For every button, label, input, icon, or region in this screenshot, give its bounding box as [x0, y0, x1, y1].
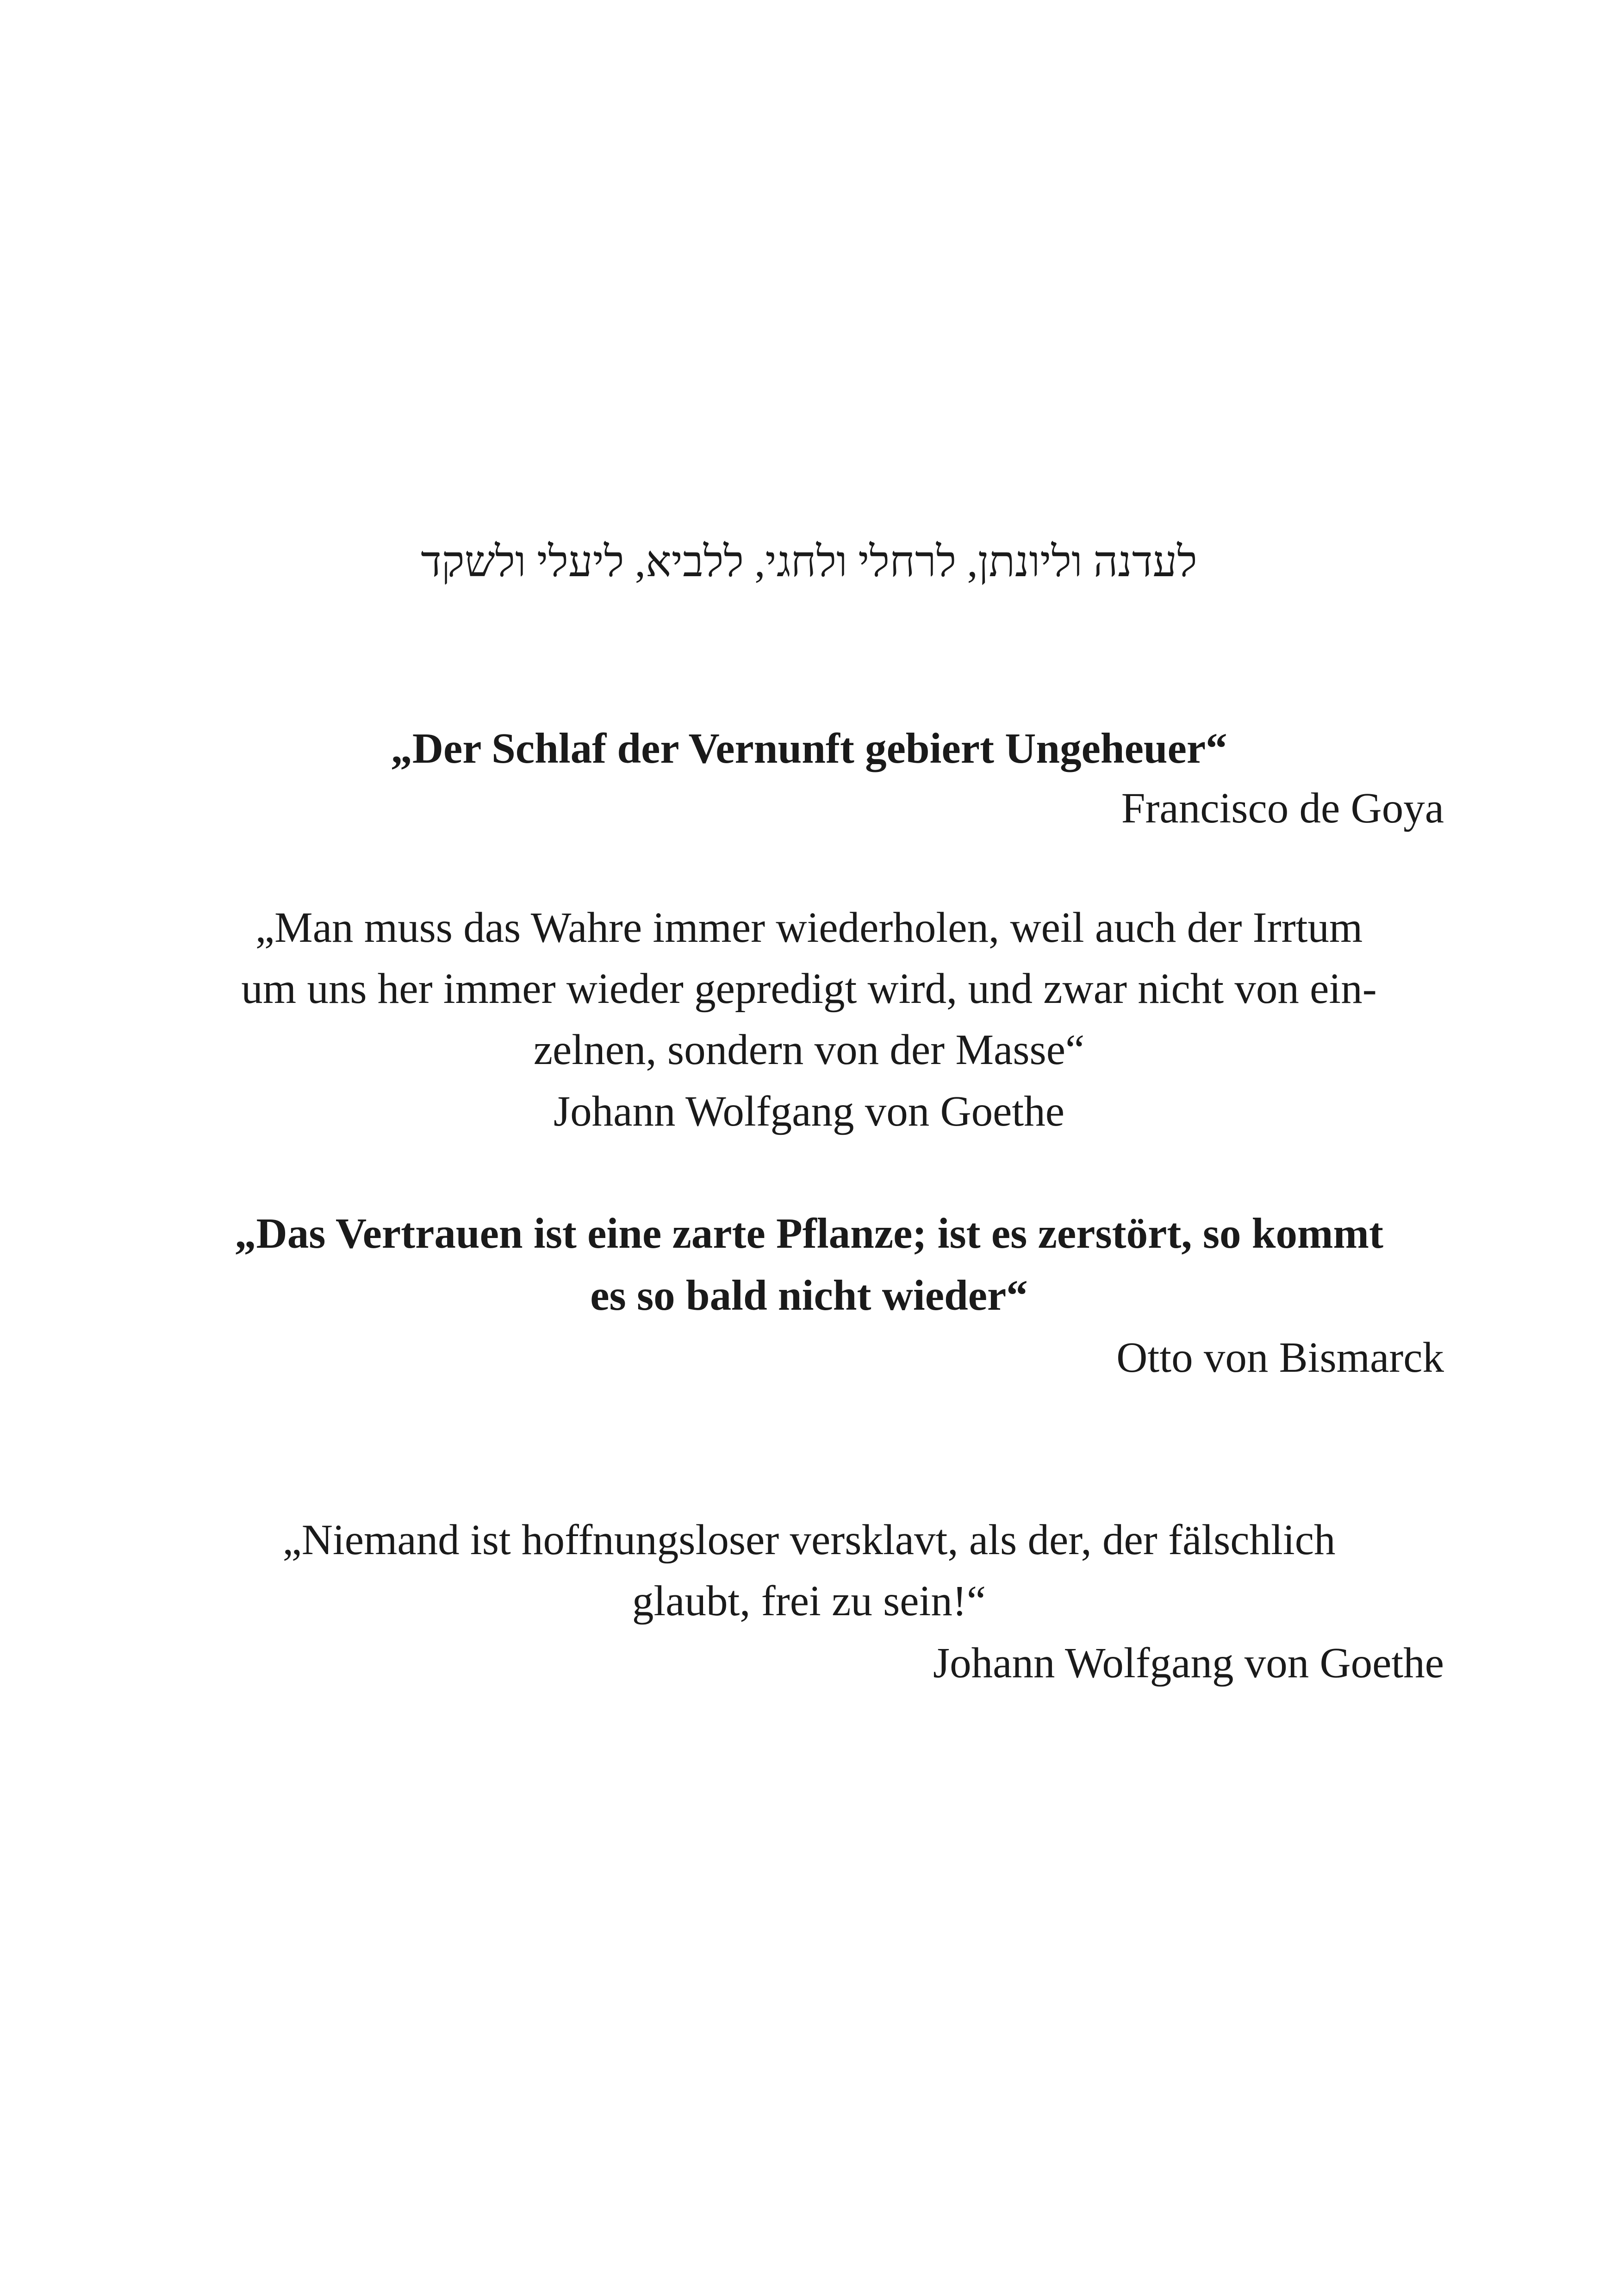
- quote-3-author: Otto von Bismarck: [1116, 1334, 1444, 1381]
- quote-3-line-1: „Das Vertrauen ist eine zarte Pflanze; ist es zerstört, so kommt: [235, 1210, 1383, 1257]
- dedication-text: לעדנה וליונתן, לרחלי ולחגי, ללביא, ליעלי ולשקד: [421, 538, 1197, 586]
- quote-2-line-2: um uns her immer wieder gepredigt wird, und zwar nicht von ein-: [241, 965, 1377, 1013]
- quote-4-author: Johann Wolfgang von Goethe: [933, 1639, 1444, 1687]
- quote-1-line-1: „Der Schlaf der Vernunft gebiert Ungeheuer“: [391, 725, 1227, 772]
- quote-1-author: Francisco de Goya: [1121, 784, 1444, 832]
- quote-2-line-3: zelnen, sondern von der Masse“: [533, 1026, 1085, 1074]
- quote-2-author: Johann Wolfgang von Goethe: [553, 1088, 1064, 1135]
- quote-2-line-1: „Man muss das Wahre immer wiederholen, weil auch der Irrtum: [255, 904, 1363, 952]
- quote-4-line-2: glaubt, frei zu sein!“: [632, 1577, 986, 1625]
- quote-4-line-1: „Niemand ist hoffnungsloser versklavt, als der, der fälschlich: [282, 1516, 1336, 1564]
- quote-3-line-2: es so bald nicht wieder“: [590, 1272, 1028, 1319]
